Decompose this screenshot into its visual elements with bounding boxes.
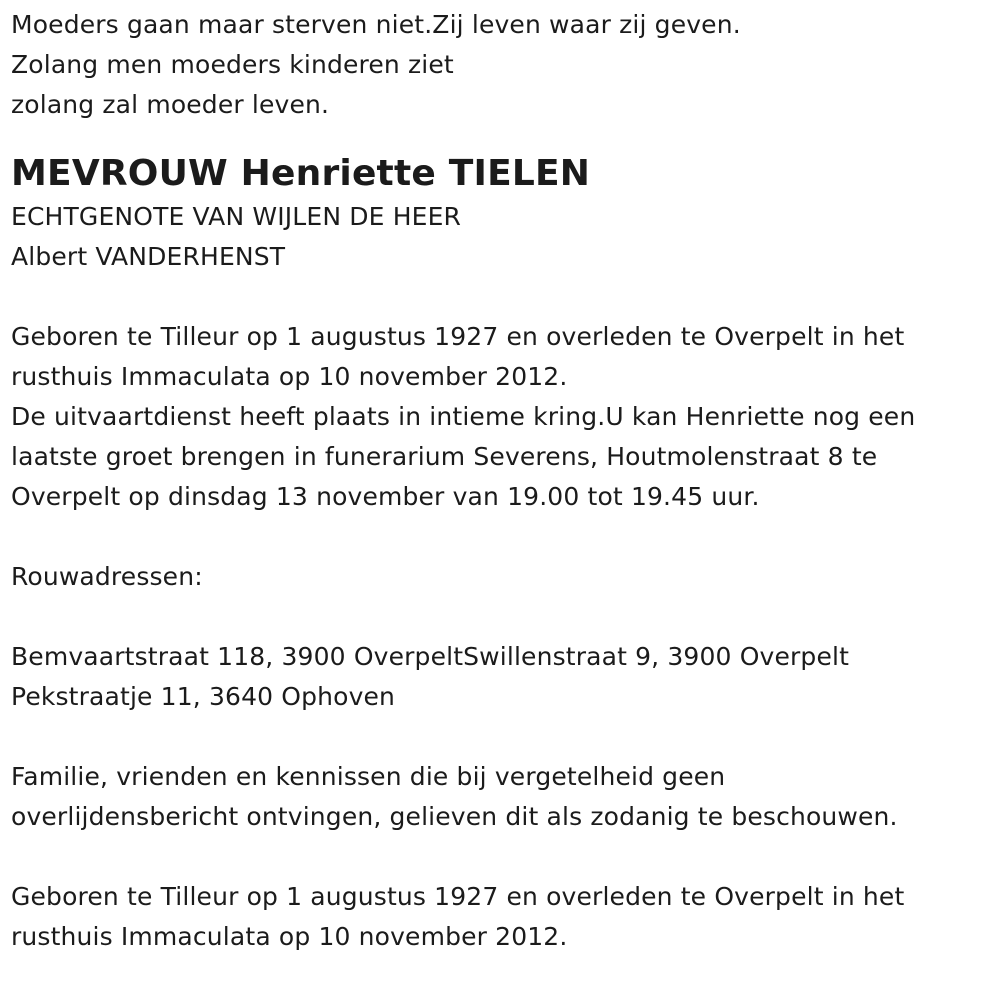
spacer	[11, 277, 1000, 317]
spouse-block	[11, 197, 1000, 277]
spacer	[11, 517, 1000, 557]
poem-line: Zolang men moeders kinderen ziet	[11, 50, 454, 79]
repeat-line: rusthuis Immaculata op 10 november 2012.	[11, 922, 568, 951]
address-line: Bemvaartstraat 118, 3900 OverpeltSwillenstraat 9, 3900 Overpelt	[11, 642, 850, 671]
announcement-line: De uitvaartdienst heeft plaats in intieme kring.U kan Henriette nog een	[11, 402, 916, 431]
announcement-line: laatste groet brengen in funerarium Severens, Houtmolenstraat 8 te	[11, 442, 878, 471]
address-line: Pekstraatje 11, 3640 Ophoven	[11, 682, 396, 711]
notice-line: Familie, vrienden en kennissen die bij vergetelheid geen	[11, 762, 726, 791]
spacer	[11, 837, 1000, 877]
poem-line: zolang zal moeder leven.	[11, 90, 330, 119]
repeat-line: Geboren te Tilleur op 1 augustus 1927 en overleden te Overpelt in het	[11, 882, 905, 911]
spacer	[11, 717, 1000, 757]
deceased-name-title: MEVROUW Henriette TIELEN	[11, 153, 591, 194]
poem	[11, 0, 1000, 125]
spouse-line: Albert VANDERHENST	[11, 242, 286, 271]
announcement-line: Overpelt op dinsdag 13 november van 19.00 tot 19.45 uur.	[11, 482, 760, 511]
announcement-block	[11, 317, 1000, 517]
notice-block	[11, 757, 1000, 837]
announcement-line: rusthuis Immaculata op 10 november 2012.	[11, 362, 568, 391]
spouse-line: ECHTGENOTE VAN WIJLEN DE HEER	[11, 202, 462, 231]
poem-line: Moeders gaan maar sterven niet.Zij leven waar zij geven.	[11, 10, 741, 39]
notice-line: overlijdensbericht ontvingen, gelieven dit als zodanig te beschouwen.	[11, 802, 898, 831]
repeat-block	[11, 877, 1000, 957]
announcement-line: Geboren te Tilleur op 1 augustus 1927 en overleden te Overpelt in het	[11, 322, 905, 351]
addresses-heading: Rouwadressen:	[11, 562, 203, 591]
spacer	[11, 597, 1000, 637]
addresses-block	[11, 637, 1000, 717]
